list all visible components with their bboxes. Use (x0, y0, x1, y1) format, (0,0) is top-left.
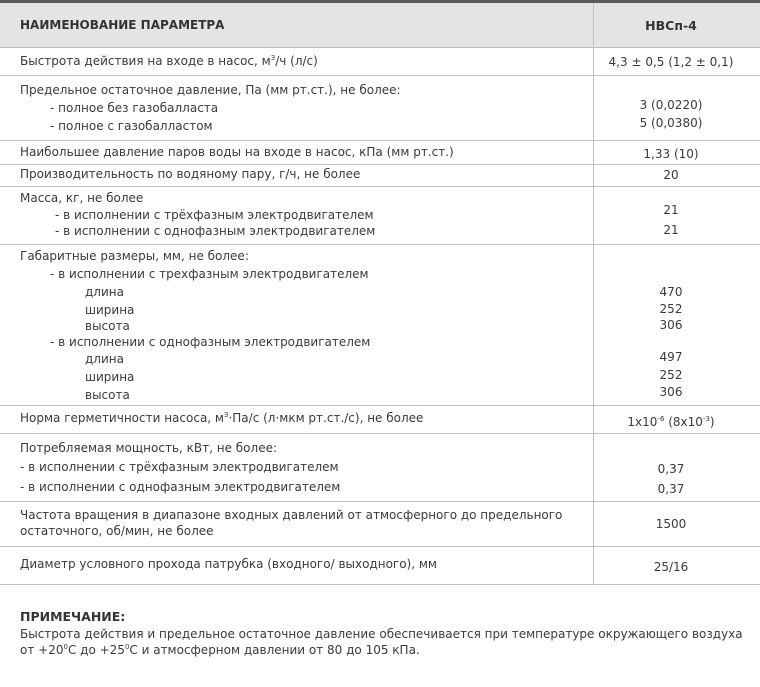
row-value: 470 (659, 285, 683, 299)
row-value: 4,3 ± 0,5 (1,2 ± 0,1) (608, 55, 734, 69)
row-label-line2: остаточного, об/мин, не более (20, 524, 214, 538)
note-line-2: от $+20^0С$ до $+25^0С$ и атмосферном давлении от 80 до 105 кПа. (20, 643, 420, 657)
row-value: 0,37 (657, 482, 685, 496)
row-value: 497 (659, 350, 683, 364)
table-row-mass (0, 187, 760, 245)
table-row-dimensions (0, 245, 760, 406)
dim-label-width: ширина (85, 370, 135, 384)
dim-label-length: длина (85, 285, 124, 299)
row-sub-label: - в исполнении с однофазным электродвигателем (20, 480, 341, 494)
row-sub-label: - полное с газобалластом (50, 119, 213, 133)
row-label: Диаметр условного прохода патрубка (входного/ выходного), мм (20, 557, 437, 571)
row-label: Производительность по водяному пару, г/ч, не более (20, 167, 361, 181)
row-sub-label: - в исполнении с однофазным электродвигателем (50, 335, 371, 349)
row-label: Быстрота действия на входе в насос, $м^3/ч$ (л/с) (20, 54, 318, 68)
table-row-vapor-capacity (0, 165, 760, 187)
row-value: 21 (663, 223, 679, 237)
row-value: 3 (0,0220) (639, 98, 703, 112)
row-value: $1x10^{-6}$ $(8x10^{-3})$ (627, 415, 715, 429)
row-sub-label: - в исполнении с трёхфазным электродвигателем (55, 208, 374, 222)
param-column-header: НАИМЕНОВАНИЕ ПАРАМЕТРА (20, 18, 225, 32)
row-value: 1500 (655, 517, 687, 531)
row-value: 25/16 (653, 560, 689, 574)
table-row-diameter (0, 547, 760, 585)
model-column-header: НВСп-4 (645, 18, 697, 33)
dim-label-height: высота (85, 388, 130, 402)
table-row-speed (0, 48, 760, 76)
note-line-1: Быстрота действия и предельное остаточное давление обеспечивается при температуре окружающего воздуха (20, 627, 743, 641)
row-value: 20 (663, 168, 679, 182)
dim-label-length: длина (85, 352, 124, 366)
row-value: 252 (659, 302, 683, 316)
row-label: Габаритные размеры, мм, не более: (20, 249, 249, 263)
row-sub-label: - в исполнении с трёхфазным электродвигателем (20, 460, 339, 474)
table-row-rotation (0, 502, 760, 547)
row-label: Масса, кг, не более (20, 191, 144, 205)
row-sub-label: - полное без газобалласта (50, 101, 219, 115)
row-value: 252 (659, 368, 683, 382)
table-row-residual-pressure (0, 76, 760, 141)
column-divider (593, 3, 594, 584)
row-value: 1,33 (10) (643, 147, 699, 161)
row-label: Потребляемая мощность, кВт, не более: (20, 441, 278, 455)
row-value: 5 (0,0380) (639, 116, 703, 130)
dim-label-height: высота (85, 319, 130, 333)
row-value: 306 (659, 385, 683, 399)
row-sub-label: - в исполнении с однофазным электродвигателем (55, 224, 376, 238)
row-value: 21 (663, 203, 679, 217)
note-title: ПРИМЕЧАНИЕ: (20, 609, 126, 624)
table-row-tightness (0, 406, 760, 434)
row-label: Наибольшее давление паров воды на входе в насос, кПа (мм рт.ст.) (20, 145, 454, 159)
row-label: Норма герметичности насоса, $м^3\cdot Па/с$ (л·мкм рт.ст./с), не более (20, 411, 424, 425)
row-label: Предельное остаточное давление, Па (мм рт.ст.), не более: (20, 83, 401, 97)
note-text (20, 626, 755, 658)
row-value: 0,37 (657, 462, 685, 476)
row-label-line1: Частота вращения в диапазоне входных давлений от атмосферного до предельного (20, 508, 563, 522)
table-header (0, 3, 760, 48)
table-row-power (0, 434, 760, 502)
dim-label-width: ширина (85, 303, 135, 317)
table-row-vapor-pressure (0, 141, 760, 165)
row-sub-label: - в исполнении с трехфазным электродвигателем (50, 267, 369, 281)
row-value: 306 (659, 318, 683, 332)
